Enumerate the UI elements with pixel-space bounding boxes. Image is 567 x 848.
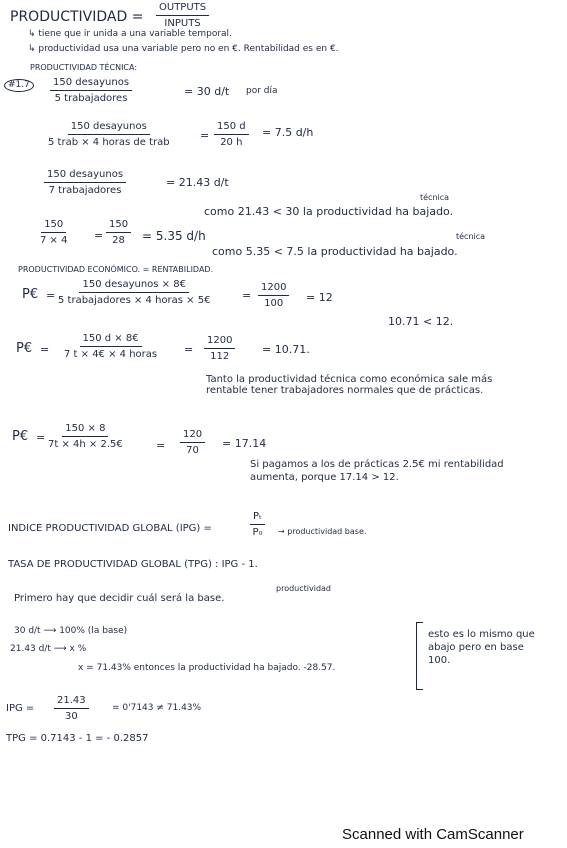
note-line: ↳ tiene que ir unida a una variable temporal. <box>28 29 232 39</box>
equals-sign: = <box>36 431 46 444</box>
ipg-fraction <box>250 512 265 538</box>
note-line: ↳ productividad usa una variable pero no en €. Rentabilidad es en €. <box>28 44 339 54</box>
fraction-denominator: 5 trabajadores × 4 horas × 5€ <box>58 295 211 306</box>
equation-fraction <box>64 334 157 360</box>
equation-fraction <box>258 283 289 309</box>
fraction-numerator: 150 desayunos <box>44 170 126 183</box>
fraction-numerator: 150 desayunos × 8€ <box>79 280 189 293</box>
superscript-note: productividad <box>276 584 332 593</box>
comparison-line: como 21.43 < 30 la productividad ha bajado. <box>204 205 454 218</box>
section-heading: PRODUCTIVIDAD TÉCNICA: <box>30 63 138 72</box>
equals-sign: = <box>184 343 194 356</box>
fraction-numerator: 1200 <box>258 283 289 296</box>
equation-fraction <box>48 122 170 148</box>
equation-fraction <box>180 430 205 456</box>
fraction-numerator: Pₜ <box>250 512 265 525</box>
fraction-denominator: 28 <box>112 235 125 246</box>
equation-note: por día <box>246 86 278 96</box>
definition-note: → productividad base. <box>278 527 367 536</box>
equation-result: = 5.35 d/h <box>142 229 206 243</box>
equation-result: = 21.43 d/t <box>166 176 229 189</box>
formula-label: P€ <box>22 287 39 302</box>
equals-sign: = <box>40 343 50 356</box>
fraction-denominator: P₀ <box>252 527 263 538</box>
fraction-numerator: 150 d <box>214 122 249 135</box>
superscript-note: técnica <box>420 193 450 202</box>
equation-result: = 10.71. <box>262 343 310 356</box>
comparison-line: como 5.35 < 7.5 la productividad ha bajado. <box>212 245 458 258</box>
rule-of-three-line: x = 71.43% entonces la productividad ha bajado. -28.57. <box>78 663 336 673</box>
equation-fraction <box>50 78 132 104</box>
comparison-line: 10.71 < 12. <box>388 315 454 328</box>
fraction-numerator: 120 <box>180 430 205 443</box>
equation-result: TPG = 0.7143 - 1 = - 0.2857 <box>6 733 149 744</box>
fraction-denominator: 30 <box>64 711 78 722</box>
rule-of-three-line: 21.43 d/t ⟶ x % <box>10 644 87 654</box>
definition-line: INDICE PRODUCTIVIDAD GLOBAL (IPG) = <box>8 523 212 534</box>
fraction-denominator: 20 h <box>220 137 243 148</box>
formula-label: IPG = <box>6 703 35 714</box>
bracket <box>416 622 423 690</box>
fraction-denominator: 5 trabajadores <box>54 93 128 104</box>
fraction-numerator: 150 <box>106 220 131 233</box>
equation-fraction <box>204 336 235 362</box>
equation-fraction <box>58 280 210 306</box>
equation-result: = 0'7143 ≠ 71.43% <box>112 703 202 713</box>
equation-fraction <box>106 220 131 246</box>
fraction-numerator: 150 desayunos <box>50 78 132 91</box>
paragraph: Tanto la productividad técnica como económica sale más rentable tener trabajadores normales que de prácticas. <box>206 374 493 396</box>
fraction-numerator: 1200 <box>204 336 235 349</box>
fraction-denominator: 5 trab × 4 horas de trab <box>48 137 170 148</box>
outputs-inputs-fraction <box>156 3 209 29</box>
fraction-denominator: INPUTS <box>164 18 201 29</box>
side-note: esto es lo mismo que abajo pero en base 100. <box>428 629 535 666</box>
formula-label: P€ <box>12 429 29 444</box>
fraction-numerator: 150 desayunos <box>68 122 150 135</box>
equation-result: = 7.5 d/h <box>262 126 314 139</box>
equals-sign: = <box>94 229 104 242</box>
equals-sign: = <box>156 439 166 452</box>
section-heading: PRODUCTIVIDAD ECONÓMICO. = RENTABILIDAD. <box>18 265 214 274</box>
equation-fraction <box>40 220 67 246</box>
equals-sign: = <box>46 289 56 302</box>
fraction-denominator: 70 <box>186 445 199 456</box>
equation-fraction <box>214 122 249 148</box>
formula-label: P€ <box>16 341 33 356</box>
equals-sign: = <box>242 289 252 302</box>
paragraph: Si pagamos a los de prácticas 2.5€ mi rentabilidad aumenta, porque 17.14 > 12. <box>250 459 504 483</box>
text-line: Primero hay que decidir cuál será la base. <box>14 593 225 604</box>
fraction-denominator: 100 <box>264 298 284 309</box>
fraction-denominator: 7 × 4 <box>40 235 68 246</box>
exercise-number: #1.7 <box>4 79 34 92</box>
fraction-denominator: 112 <box>210 351 230 362</box>
fraction-numerator: 150 <box>41 220 66 233</box>
equation-result: = 12 <box>306 291 333 304</box>
fraction-numerator: OUTPUTS <box>156 3 209 16</box>
superscript-note: técnica <box>456 232 486 241</box>
page-title: PRODUCTIVIDAD = <box>10 9 144 25</box>
equation-result: = 30 d/t <box>184 85 230 98</box>
fraction-numerator: 21.43 <box>54 696 89 709</box>
rule-of-three-line: 30 d/t ⟶ 100% (la base) <box>14 626 128 636</box>
equals-sign: = <box>200 129 210 142</box>
equation-fraction <box>48 424 123 450</box>
equation-result: = 17.14 <box>222 437 267 450</box>
fraction-denominator: 7 t × 4€ × 4 horas <box>64 349 158 360</box>
equation-fraction <box>54 696 89 722</box>
fraction-numerator: 150 × 8 <box>62 424 108 437</box>
fraction-numerator: 150 d × 8€ <box>80 334 142 347</box>
fraction-denominator: 7t × 4h × 2.5€ <box>48 439 123 450</box>
fraction-denominator: 7 trabajadores <box>48 185 122 196</box>
definition-line: TASA DE PRODUCTIVIDAD GLOBAL (TPG) : IPG - 1. <box>8 559 258 570</box>
scanner-watermark: Scanned with CamScanner <box>342 826 524 843</box>
equation-fraction <box>44 170 126 196</box>
